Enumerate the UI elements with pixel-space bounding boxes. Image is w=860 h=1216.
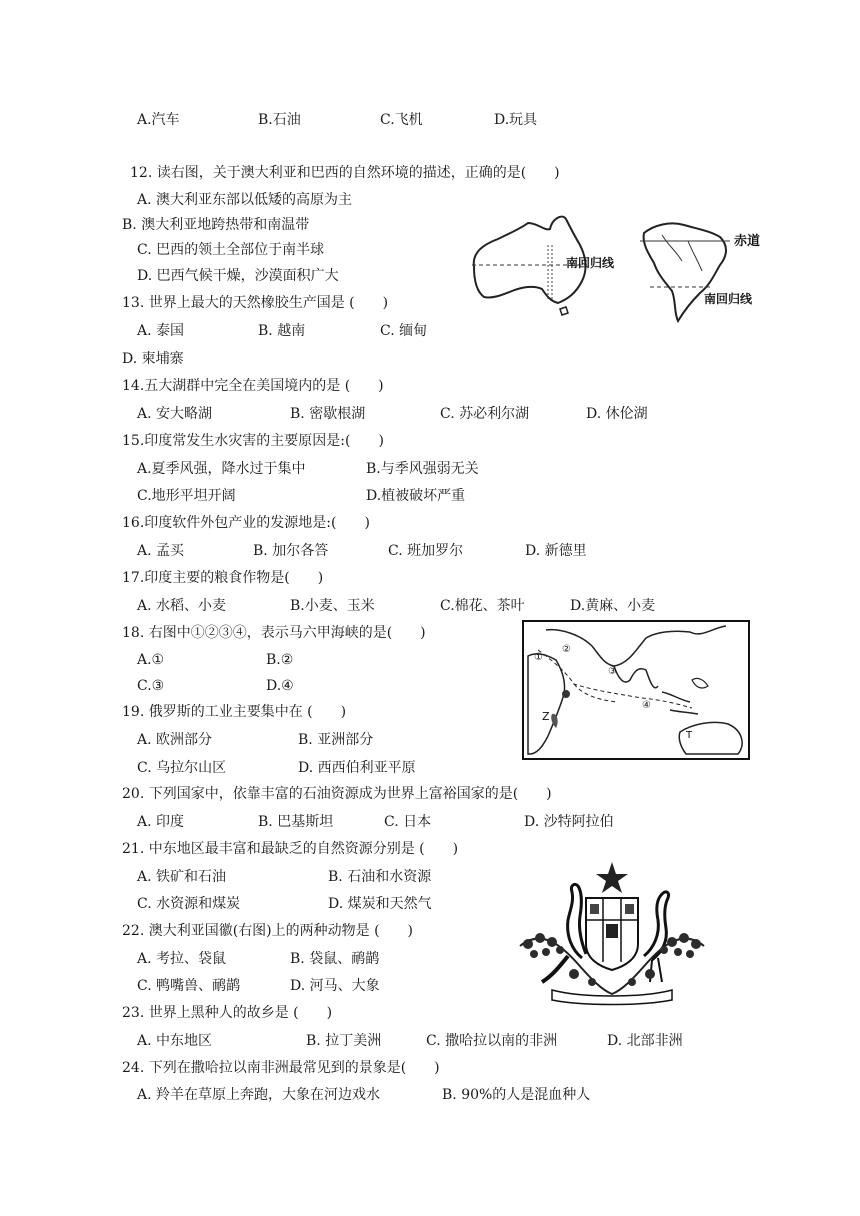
q19-stem: 19. 俄罗斯的工业主要集中在 ( )	[122, 704, 347, 720]
q15-option-a: A.夏季风强，降水过于集中	[137, 461, 306, 477]
q22-option-d: D. 河马、大象	[290, 978, 380, 994]
q19-option-c: C. 乌拉尔山区	[137, 760, 227, 776]
q14-option-c: C. 苏必利尔湖	[440, 406, 530, 422]
q13-stem: 13. 世界上最大的天然橡胶生产国是 ( )	[122, 295, 389, 311]
q18-option-d: D.④	[266, 678, 294, 694]
q13-option-b: B. 越南	[258, 323, 306, 339]
q18-option-b: B.②	[266, 652, 294, 668]
q23-option-b: B. 拉丁美洲	[306, 1033, 382, 1049]
q18-option-c: C.③	[137, 678, 165, 694]
q14-option-a: A. 安大略湖	[137, 406, 213, 422]
q12-option-d: D. 巴西气候干燥，沙漠面积广大	[137, 268, 339, 284]
map-label-tropic-brazil: 南回归线	[704, 292, 753, 306]
q17-option-c: C.棉花、茶叶	[440, 598, 525, 614]
map-label-tropic-australia: 南回归线	[566, 256, 615, 270]
q14-option-b: B. 密歇根湖	[290, 406, 366, 422]
q14-stem: 14.五大湖群中完全在美国境内的是 ( )	[122, 378, 384, 394]
q21-option-d: D. 煤炭和天然气	[328, 896, 432, 912]
q20-option-d: D. 沙特阿拉伯	[524, 814, 614, 830]
q23-option-d: D. 北部非洲	[607, 1033, 683, 1049]
q16-option-c: C. 班加罗尔	[388, 543, 464, 559]
q23-option-c: C. 撒哈拉以南的非洲	[426, 1033, 558, 1049]
map-marker-2: ②	[562, 644, 571, 655]
malacca-strait-map	[522, 620, 750, 760]
q20-option-c: C. 日本	[384, 814, 432, 830]
q11-option-b: B.石油	[258, 112, 301, 128]
q16-option-d: D. 新德里	[525, 543, 587, 559]
q22-option-c: C. 鸭嘴兽、鸸鹋	[137, 978, 241, 994]
q20-option-b: B. 巴基斯坦	[258, 814, 334, 830]
q12-stem: 12. 读右图，关于澳大利亚和巴西的自然环境的描述，正确的是( )	[130, 165, 560, 181]
map-marker-3: ③	[608, 666, 617, 677]
q24-stem: 24. 下列在撒哈拉以南非洲最常见到的景象是( )	[122, 1060, 440, 1076]
q17-option-a: A. 水稻、小麦	[137, 598, 227, 614]
q15-option-b: B.与季风强弱无关	[366, 461, 479, 477]
q16-stem: 16.印度软件外包产业的发源地是:( )	[122, 515, 370, 531]
q22-stem: 22. 澳大利亚国徽(右图)上的两种动物是 ( )	[122, 923, 414, 939]
q13-option-a: A. 泰国	[137, 323, 185, 339]
q11-option-c: C.飞机	[380, 112, 423, 128]
q17-option-b: B.小麦、玉米	[290, 598, 375, 614]
australia-coat-of-arms-image	[512, 858, 712, 1006]
q18-stem: 18. 右图中①②③④，表示马六甲海峡的是( )	[122, 625, 426, 641]
q16-option-a: A. 孟买	[137, 543, 185, 559]
q13-option-c: C. 缅甸	[380, 323, 428, 339]
map-marker-t: T	[686, 730, 693, 741]
q19-option-b: B. 亚洲部分	[298, 732, 374, 748]
q11-option-d: D.玩具	[494, 112, 538, 128]
q20-option-a: A. 印度	[137, 814, 185, 830]
q14-option-d: D. 休伦湖	[586, 406, 648, 422]
q21-option-a: A. 铁矿和石油	[137, 869, 227, 885]
q19-option-a: A. 欧洲部分	[137, 732, 213, 748]
q11-option-a: A.汽车	[137, 112, 180, 128]
q16-option-b: B. 加尔各答	[253, 543, 329, 559]
q12-option-a: A. 澳大利亚东部以低矮的高原为主	[137, 192, 353, 208]
q17-stem: 17.印度主要的粮食作物是( )	[122, 570, 324, 586]
q15-option-c: C.地形平坦开阔	[137, 488, 236, 504]
q21-option-b: B. 石油和水资源	[328, 869, 432, 885]
q23-stem: 23. 世界上黑种人的故乡是 ( )	[122, 1005, 333, 1021]
map-marker-1: ①	[534, 652, 543, 663]
q12-option-c: C. 巴西的领土全部位于南半球	[137, 242, 325, 258]
q22-option-b: B. 袋鼠、鸸鹋	[290, 951, 380, 967]
q13-option-d: D. 柬埔寨	[122, 351, 184, 367]
q24-option-b: B. 90%的人是混血种人	[442, 1087, 591, 1103]
q20-stem: 20. 下列国家中，依靠丰富的石油资源成为世界上富裕国家的是( )	[122, 786, 552, 802]
map-label-equator: 赤道	[734, 234, 761, 249]
q21-option-c: C. 水资源和煤炭	[137, 896, 241, 912]
q15-option-d: D.植被破坏严重	[366, 488, 466, 504]
q18-option-a: A.①	[137, 652, 165, 668]
q19-option-d: D. 西西伯利亚平原	[298, 760, 416, 776]
q24-option-a: A. 羚羊在草原上奔跑，大象在河边戏水	[137, 1087, 381, 1103]
q21-stem: 21. 中东地区最丰富和最缺乏的自然资源分别是 ( )	[122, 841, 459, 857]
q22-option-a: A. 考拉、袋鼠	[137, 951, 227, 967]
q17-option-d: D.黄麻、小麦	[570, 598, 656, 614]
q15-stem: 15.印度常发生水灾害的主要原因是:( )	[122, 433, 384, 449]
map-marker-4: ④	[642, 700, 651, 711]
q23-option-a: A. 中东地区	[137, 1033, 213, 1049]
australia-brazil-map	[462, 205, 792, 325]
map-marker-z: Z	[542, 710, 550, 723]
q12-option-b: B. 澳大利亚地跨热带和南温带	[122, 217, 310, 233]
